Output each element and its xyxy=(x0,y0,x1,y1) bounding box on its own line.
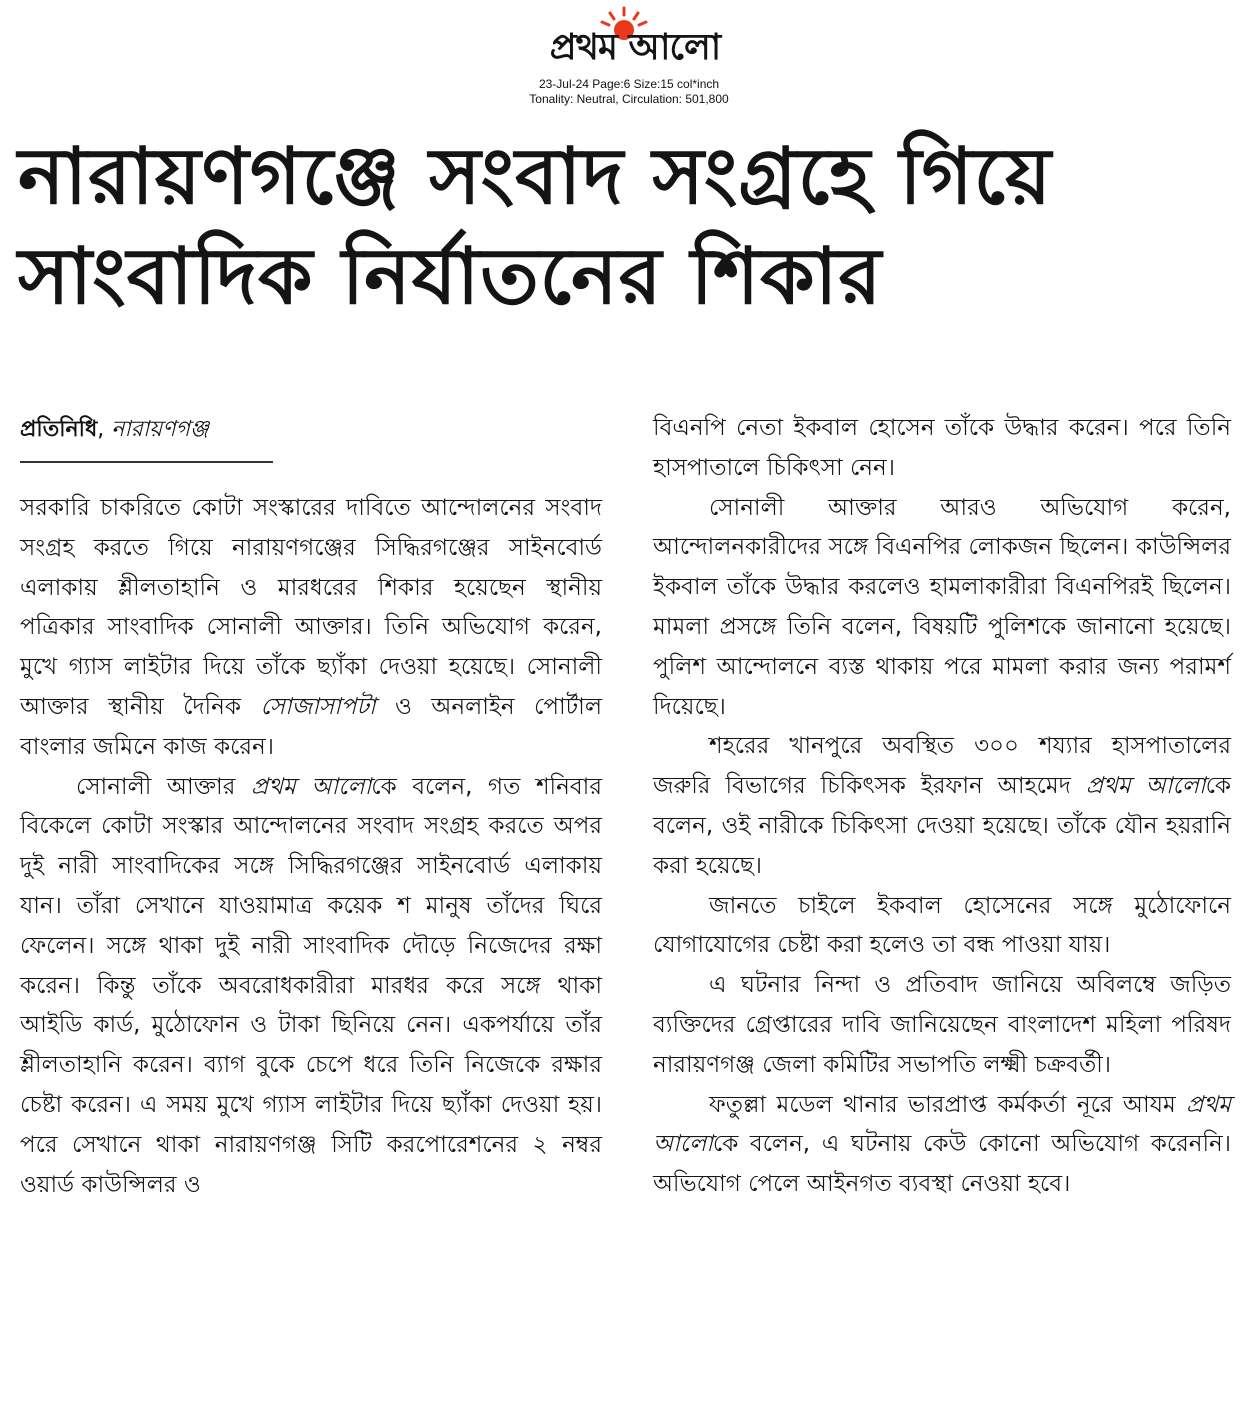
headline-line-2: সাংবাদিক নির্যাতনের শিকার xyxy=(18,232,883,322)
article-column-left xyxy=(20,489,602,1205)
byline xyxy=(20,412,280,449)
paragraph: সোনালী আক্তার আরও অভিযোগ করেন, আন্দোলনকারীদের সঙ্গে বিএনপির লোকজন ছিলেন। কাউন্সিলর ইকবাল তাঁকে উদ্ধার করলেও হামলাকারীরা বিএনপিরই ছিলেন। মামলা প্রসঙ্গে তিনি বলেন, বিষয়টি পুলিশকে জানানো হয়েছে। পুলিশ আন্দোলনে ব্যস্ত থাকায় পরে মামলা করার জন্য পরামর্শ দিয়েছে। xyxy=(653,494,1231,720)
publication-name: সোজাসাপটা xyxy=(260,693,376,720)
paragraph xyxy=(653,727,1231,886)
article-column-right xyxy=(653,409,1231,1205)
paragraph-text: শহরের খানপুরে অবস্থিত ৩০০ শয্যার হাসপাতালের জরুরি বিভাগের চিকিৎসক ইরফান আহমেদ xyxy=(653,733,1231,800)
publication-name: প্রথম আলো xyxy=(250,773,372,800)
paragraph: বিএনপি নেতা ইকবাল হোসেন তাঁকে উদ্ধার করেন। পরে তিনি হাসপাতালে চিকিৎসা নেন। xyxy=(653,415,1231,481)
publication-name: প্রথম আলো xyxy=(1085,773,1206,800)
paragraph-text: ও অনলাইন পোর্টাল বাংলার জমিনে কাজ করেন। xyxy=(20,693,602,760)
clip-meta-date-page: 23-Jul-24 Page:6 Size:15 col*inch xyxy=(538,77,720,91)
paragraph-text: কে বলেন, ওই নারীকে চিকিৎসা দেওয়া হয়েছে। তাঁকে যৌন হয়রানি করা হয়েছে। xyxy=(653,773,1231,879)
headline-line-1: নারায়ণগঞ্জে সংবাদ সংগ্রহে গিয়ে xyxy=(18,132,1053,222)
byline-place: নারায়ণগঞ্জ xyxy=(111,417,209,442)
newspaper-logo xyxy=(490,6,780,72)
clip-meta-tonality: Tonality: Neutral, Circulation: 501,800 xyxy=(529,92,729,106)
paragraph-text: কে বলেন, এ ঘটনায় কেউ কোনো অভিযোগ করেননি। অভিযোগ পেলে আইনগত ব্যবস্থা নেওয়া হবে। xyxy=(653,1131,1231,1198)
paragraph xyxy=(20,768,602,1206)
byline-role: প্রতিনিধি xyxy=(20,417,98,442)
paragraph: জানতে চাইলে ইকবাল হোসেনের সঙ্গে মুঠোফোনে যোগাযোগের চেষ্টা করা হলেও তা বন্ধ পাওয়া যায়। xyxy=(653,892,1231,959)
byline-divider xyxy=(20,461,273,463)
paragraph-text: সরকারি চাকরিতে কোটা সংস্কারের দাবিতে আন্দোলনের সংবাদ সংগ্রহ করতে গিয়ে নারায়ণগঞ্জের সিদ্ধিরগঞ্জের সাইনবোর্ড এলাকায় শ্লীলতাহানি ও মারধরের শিকার হয়েছেন স্থানীয় পত্রিকার সাংবাদিক সোনালী আক্তার। তিনি অভিযোগ করেন, মুখে গ্যাস লাইটার দিয়ে তাঁকে ছ্যাঁকা দেওয়া হয়েছে। সোনালী আক্তার স্থানীয় দৈনিক xyxy=(20,495,602,720)
paragraph xyxy=(653,1086,1231,1205)
paragraph xyxy=(20,489,602,768)
logo-wordmark: প্রথম আলো xyxy=(549,26,721,68)
paragraph-text: কে বলেন, গত শনিবার বিকেলে কোটা সংস্কার আন্দোলনের সংবাদ সংগ্রহ করতে অপর দুই নারী সাংবাদিকের সঙ্গে সিদ্ধিরগঞ্জের সাইনবোর্ড এলাকায় যান। তাঁরা সেখানে যাওয়ামাত্র কয়েক শ মানুষ তাঁদের ঘিরে ফেলেন। সঙ্গে থাকা দুই নারী সাংবাদিক দৌড়ে নিজেদের রক্ষা করেন। কিন্তু তাঁকে অবরোধকারীরা মারধর করে সঙ্গে থাকা আইডি কার্ড, মুঠোফোন ও টাকা ছিনিয়ে নেন। একপর্যায়ে তাঁর শ্লীলতাহানি করেন। ব্যাগ বুকে চেপে ধরে তিনি নিজেকে রক্ষার চেষ্টা করেন। এ সময় মুখে গ্যাস লাইটার দিয়ে ছ্যাঁকা দেওয়া হয়। পরে সেখানে থাকা নারায়ণগঞ্জ সিটি করপোরেশনের ২ নম্বর ওয়ার্ড কাউন্সিলর ও xyxy=(20,773,602,1198)
publication-name: প্রথম আলো xyxy=(653,1091,1231,1158)
paragraph-text: ফতুল্লা মডেল থানার ভারপ্রাপ্ত কর্মকর্তা নূরে আযম xyxy=(709,1091,1187,1118)
paragraph: এ ঘটনার নিন্দা ও প্রতিবাদ জানিয়ে অবিলম্বে জড়িত ব্যক্তিদের গ্রেপ্তারের দাবি জানিয়েছেন বাংলাদেশ মহিলা পরিষদ নারায়ণগঞ্জ জেলা কমিটির সভাপতি লক্ষ্মী চক্রবর্তী। xyxy=(653,972,1231,1078)
article-headline xyxy=(18,132,1243,322)
paragraph-text: সোনালী আক্তার xyxy=(76,773,251,800)
masthead xyxy=(0,0,1258,110)
byline-separator: , xyxy=(97,417,112,442)
